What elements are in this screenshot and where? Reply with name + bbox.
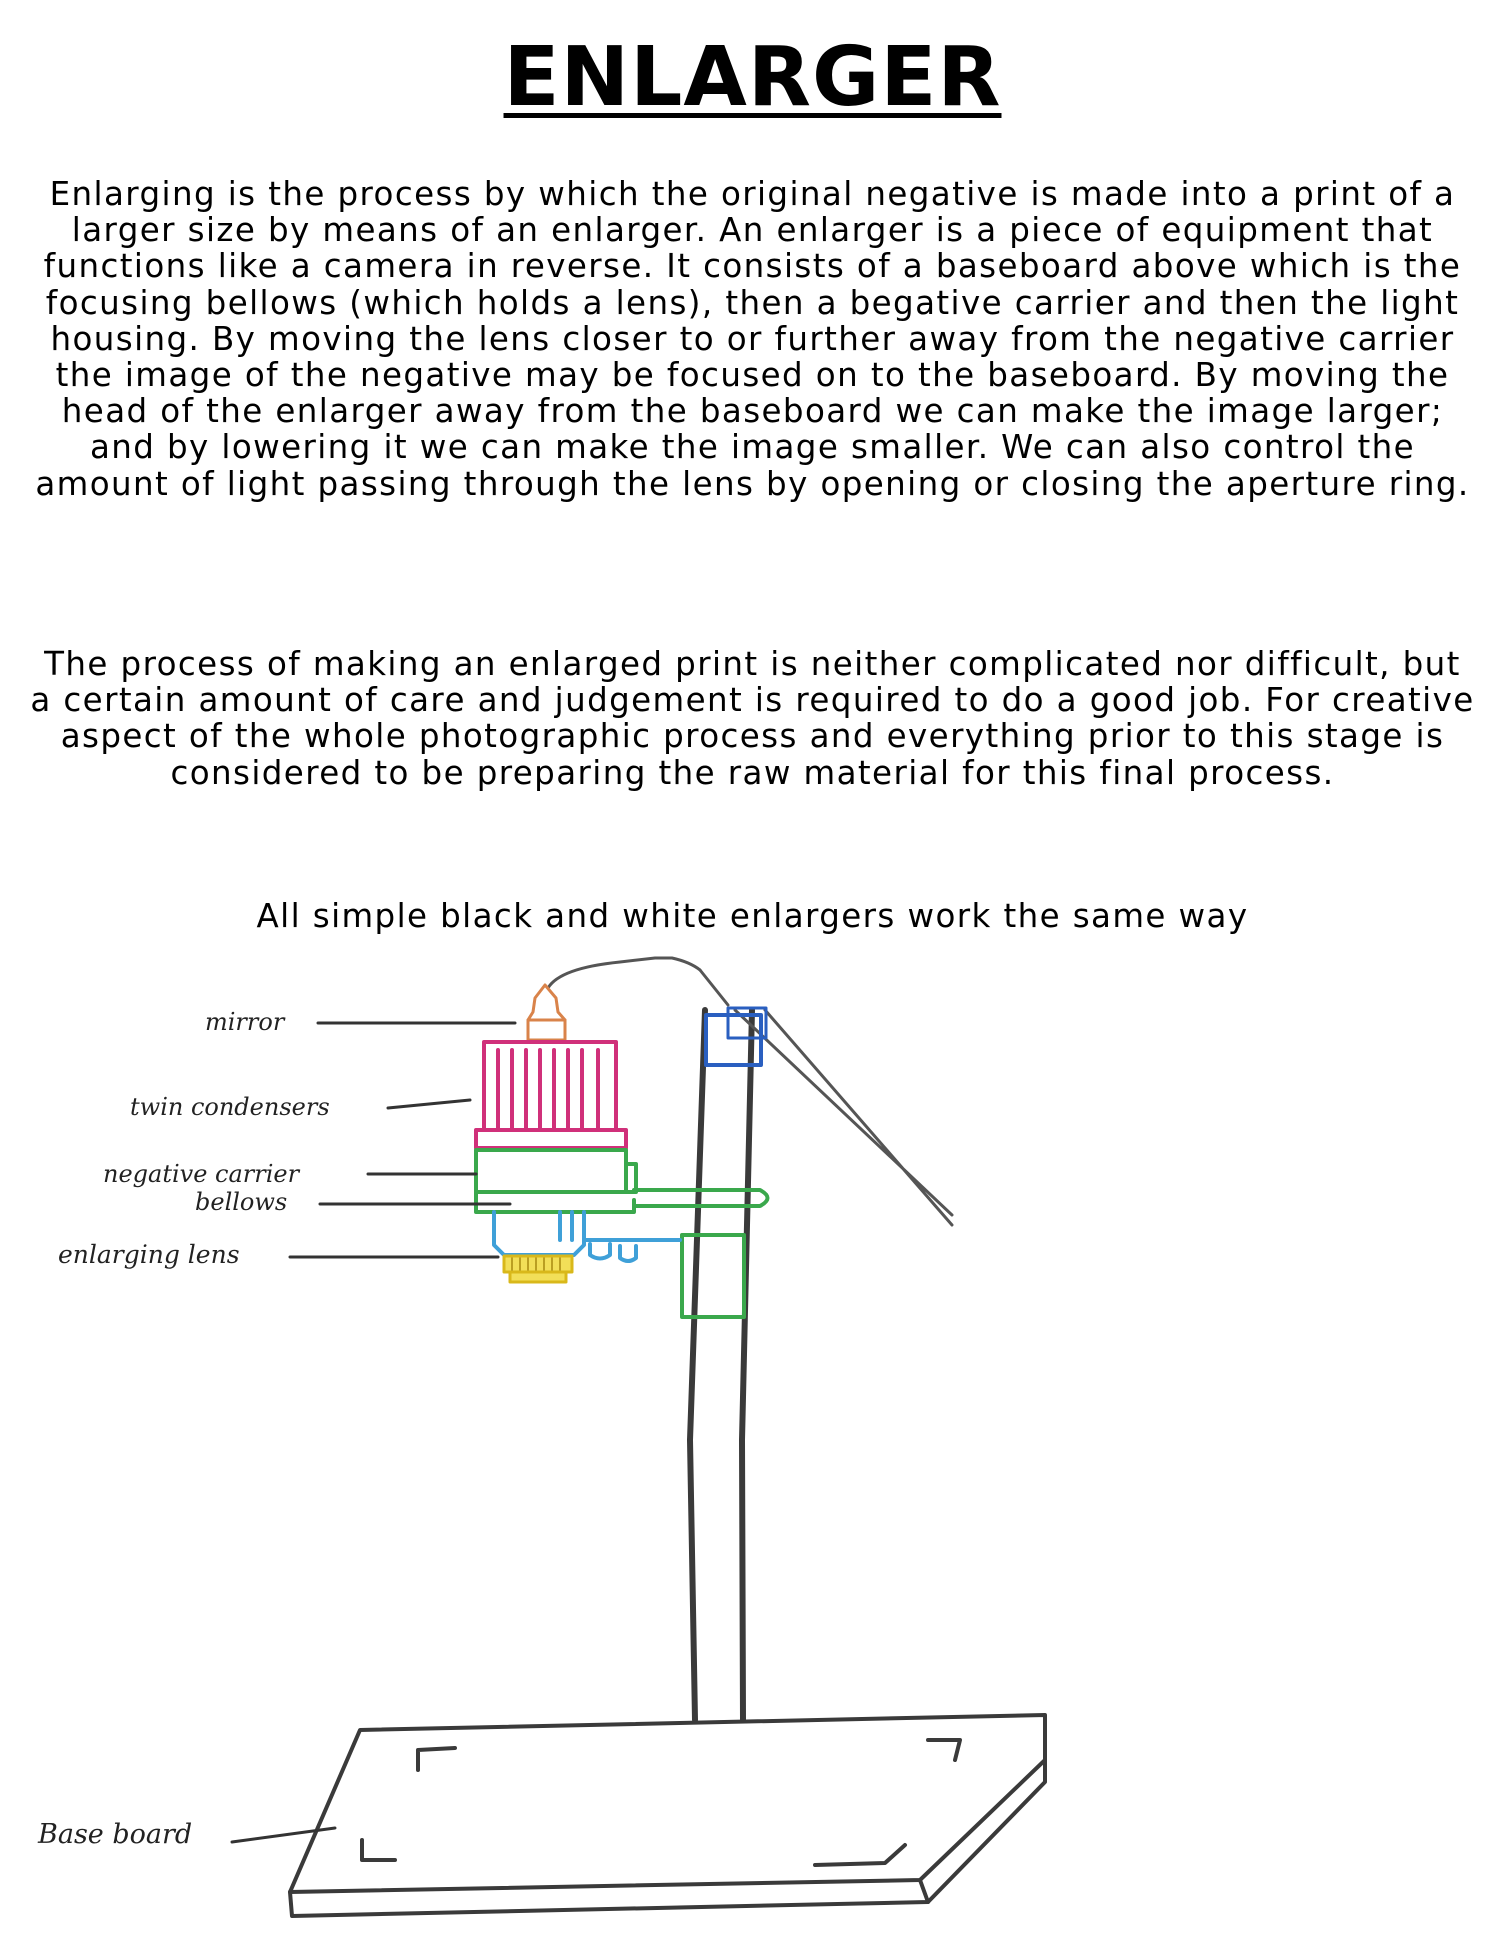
process-paragraph: The process of making an enlarged print is neither complicated nor difficult, but a certain amount of care and judgement is required to do a good job. For creative aspect of the whole photographic process and everything prior to this stage is considered to be preparing the raw material for this final process. [30, 645, 1475, 792]
page-title: ENLARGER [503, 30, 1002, 125]
label-bellows: bellows [195, 1188, 288, 1216]
label-baseboard: Base board [38, 1819, 193, 1850]
column [690, 1010, 752, 1720]
label-twin-condensers: twin condensers [130, 1093, 330, 1121]
label-negative-carrier: negative carrier [103, 1160, 300, 1188]
label-mirror: mirror [205, 1008, 285, 1036]
negative-carrier [476, 1150, 768, 1317]
enlarging-lens [504, 1256, 572, 1282]
cable [700, 970, 728, 1005]
bellows [494, 1212, 680, 1261]
label-leaders [232, 1023, 515, 1842]
label-enlarging-lens: enlarging lens [58, 1240, 240, 1269]
summary-line: All simple black and white enlargers work the same way [256, 897, 1249, 935]
support-brace [735, 1010, 952, 1225]
enlarger-diagram [0, 950, 1505, 1934]
mirror-housing [528, 985, 565, 1040]
intro-paragraph: Enlarging is the process by which the original negative is made into a print of a larger size by means of an enlarger. An enlarger is a piece of equipment that functions like a camera in reverse. It consists of a baseboard above which is the focusing bellows (which holds a lens), then a begative carrier and then the light housing. By moving the lens closer to or further away from the negative carrier the image of the negative may be focused on to the baseboard. By moving the head of the enlarger away from the baseboard we can make the image larger; and by lowering it we can make the image smaller. We can also control the amount of light passing through the lens by opening or closing the aperture ring. [35, 175, 1470, 503]
twin-condensers [476, 1042, 626, 1148]
baseboard [290, 1715, 1045, 1916]
